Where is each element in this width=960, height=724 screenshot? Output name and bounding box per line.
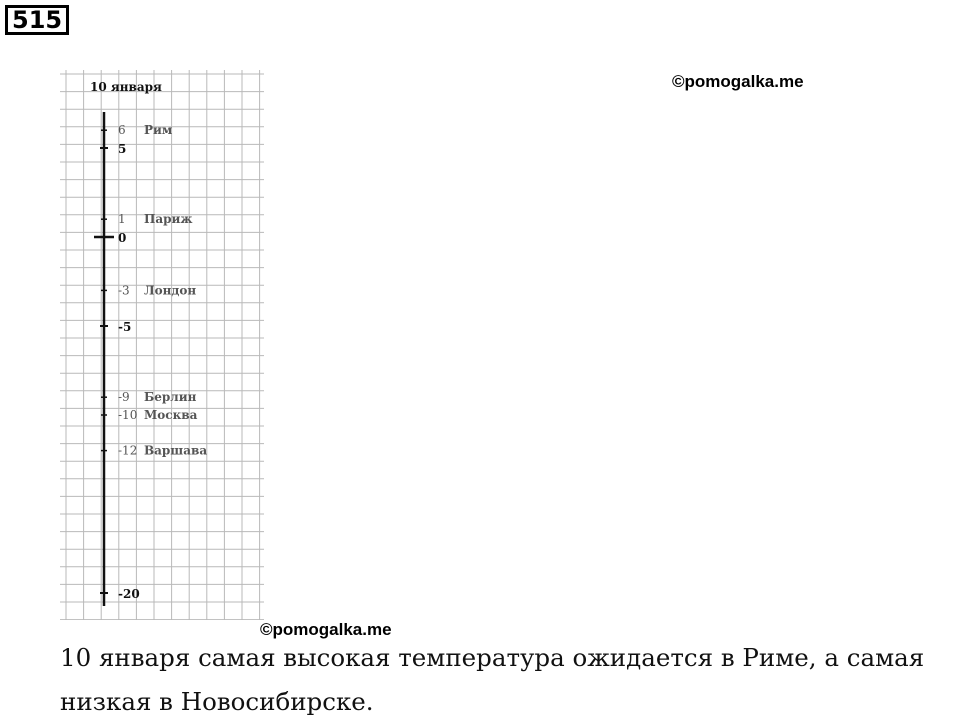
date-label: 10 января <box>90 80 162 94</box>
city-name-label: Лондон <box>144 283 197 298</box>
answer-line-1: 10 января самая высокая температура ожидается в Риме, а самая <box>60 643 925 672</box>
scale-mark-label: 5 <box>118 142 127 156</box>
city-value-label: -9 <box>118 390 130 405</box>
city-name-label: Варшава <box>144 443 208 458</box>
answer-text <box>60 636 960 724</box>
watermark-bottom: ©pomogalka.me <box>260 620 392 639</box>
scale-mark-label: 0 <box>118 231 127 245</box>
answer-line-2: низкая в Новосибирске. <box>60 687 374 716</box>
temperature-scale-figure <box>60 70 264 620</box>
city-name-label: Берлин <box>144 390 197 405</box>
task-number: 515 <box>5 5 69 35</box>
scale-mark-label: -5 <box>118 320 132 334</box>
city-value-label: -3 <box>118 283 130 298</box>
city-value-label: -12 <box>118 443 138 458</box>
city-value-label: 6 <box>118 123 126 138</box>
city-name-label: Рим <box>144 123 173 138</box>
grid-paper <box>60 70 264 620</box>
city-name-label: Париж <box>144 212 193 227</box>
city-value-label: 1 <box>118 212 126 227</box>
city-name-label: Москва <box>144 408 198 422</box>
city-value-label: -10 <box>118 408 138 422</box>
watermark-top: ©pomogalka.me <box>672 72 804 91</box>
scale-mark-label: -20 <box>118 587 140 601</box>
